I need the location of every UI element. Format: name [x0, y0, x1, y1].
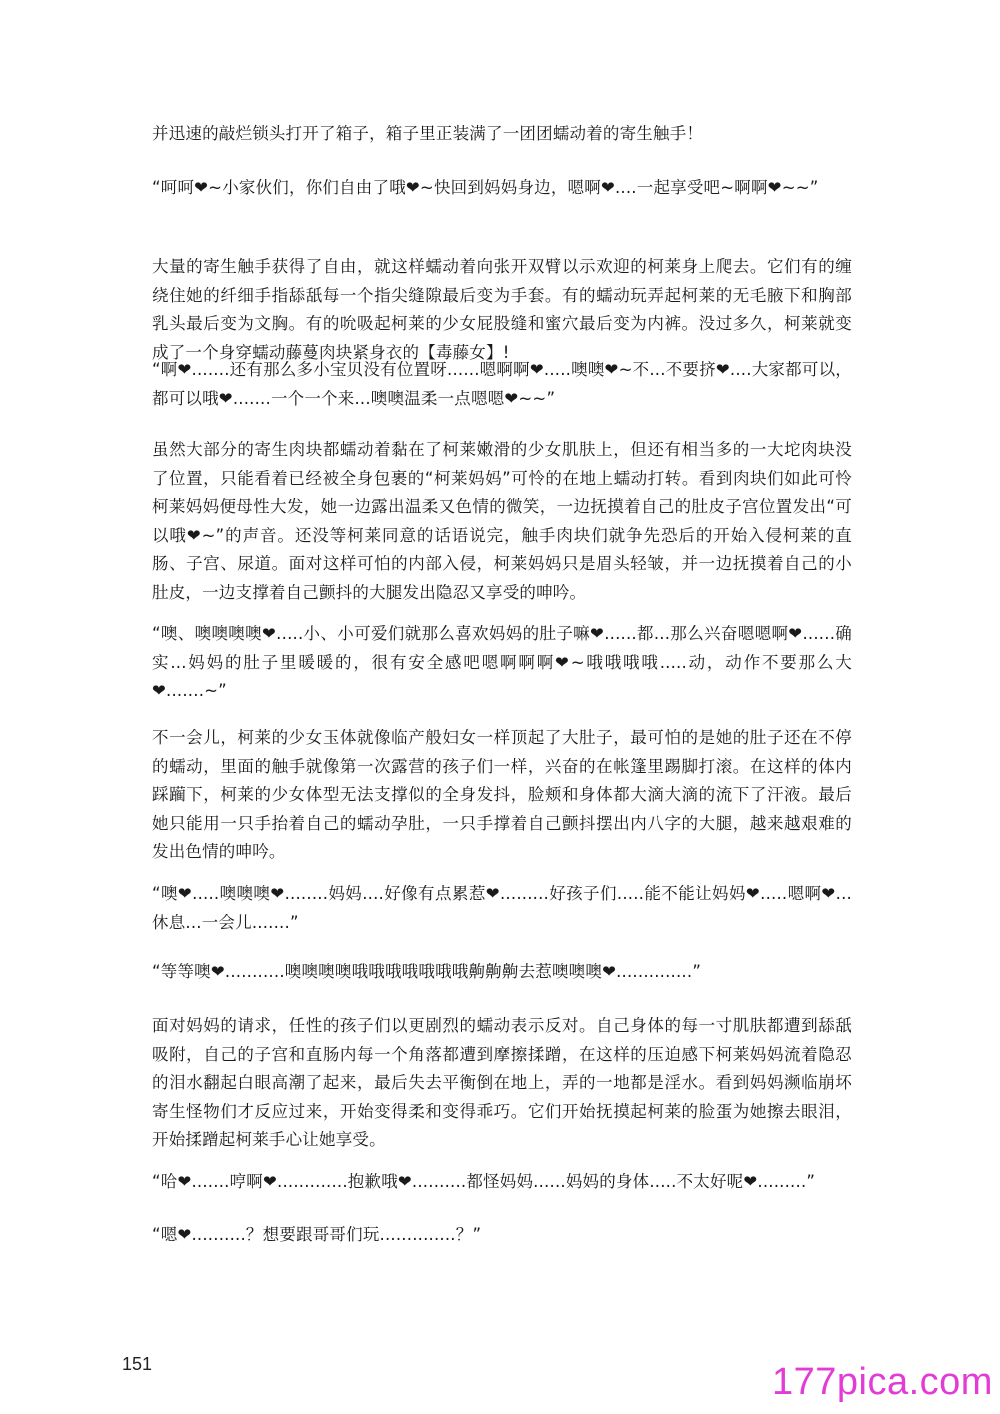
paragraph: “啊❤.......还有那么多小宝贝没有位置呀......嗯啊啊❤.....噢噢❤~不...不要挤❤....大家都可以，都可以哦❤.......一个一个来...噢噢温柔一点嗯嗯❤~~” — [152, 360, 852, 408]
paragraph: 面对妈妈的请求，任性的孩子们以更剧烈的蠕动表示反对。自己身体的每一寸肌肤都遭到舔舐吸附，自己的子宫和直肠内每一个角落都遭到摩擦揉蹭，在这样的压迫感下柯莱妈妈流着隐忍的泪水翻起白眼高潮了起来，最后失去平衡倒在地上，弄的一地都是淫水。看到妈妈濒临崩坏寄生怪物们才反应过来，开始变得柔和变得乖巧。它们开始抚摸起柯莱的脸蛋为她擦去眼泪，开始揉蹭起柯莱手心让她享受。 — [152, 1016, 852, 1149]
paragraph: “哈❤.......哼啊❤.............抱歉哦❤..........都怪妈妈......妈妈的身体.....不太好呢❤.........” — [152, 1172, 816, 1191]
paragraph: “等等噢❤...........噢噢噢噢哦哦哦哦哦哦哦齁齁齁去惹噢噢噢❤..............” — [152, 962, 702, 981]
paragraph: 虽然大部分的寄生肉块都蠕动着黏在了柯莱嫩滑的少女肌肤上，但还有相当多的一大坨肉块没了位置，只能看着已经被全身包裹的“柯莱妈妈”可怜的在地上蠕动打转。看到肉块们如此可怜柯莱妈妈便母性大发，她一边露出温柔又色情的微笑，一边抚摸着自己的肚皮子宫位置发出“可以哦❤~”的声音。还没等柯莱同意的话语说完，触手肉块们就争先恐后的开始入侵柯莱的直肠、子宫、尿道。面对这样可怕的内部入侵，柯莱妈妈只是眉头轻皱，并一边抚摸着自己的小肚皮，一边支撑着自己颤抖的大腿发出隐忍又享受的呻吟。 — [152, 440, 852, 602]
paragraph: “呵呵❤~小家伙们，你们自由了哦❤~快回到妈妈身边，嗯啊❤....一起享受吧~啊啊❤~~” — [152, 178, 819, 197]
paragraph: 大量的寄生触手获得了自由，就这样蠕动着向张开双臂以示欢迎的柯莱身上爬去。它们有的缠绕住她的纤细手指舔舐每一个指尖缝隙最后变为手套。有的蠕动玩弄起柯莱的无毛腋下和胸部乳头最后变为文胸。有的吮吸起柯莱的少女屁股缝和蜜穴最后变为内裤。没过多久，柯莱就变成了一个身穿蠕动藤蔓肉块紧身衣的【毒藤女】! — [152, 257, 852, 362]
paragraph: “嗯❤..........？想要跟哥哥们玩..............？” — [152, 1225, 482, 1244]
watermark: 177pica.com — [772, 1361, 993, 1403]
paragraph: 不一会儿，柯莱的少女玉体就像临产般妇女一样顶起了大肚子，最可怕的是她的肚子还在不停的蠕动，里面的触手就像第一次露营的孩子们一样，兴奋的在帐篷里踢脚打滚。在这样的体内踩躏下，柯莱的少女体型无法支撑似的全身发抖，脸颊和身体都大滴大滴的流下了汗液。最后她只能用一只手抬着自己的蠕动孕肚，一只手撑着自己颤抖摆出内八字的大腿，越来越艰难的发出色情的呻吟。 — [152, 728, 852, 861]
paragraph: “噢❤.....噢噢噢❤........妈妈....好像有点累惹❤.........好孩子们.....能不能让妈妈❤.....嗯啊❤...休息...一会儿.......” — [152, 884, 852, 932]
paragraph: “噢、噢噢噢噢❤.....小、小可爱们就那么喜欢妈妈的肚子嘛❤......都...那么兴奋嗯嗯啊❤......确实...妈妈的肚子里暖暖的，很有安全感吧嗯啊啊啊❤~哦哦哦哦.....动，动作不要那么大❤.......~” — [152, 624, 852, 700]
paragraph: 并迅速的敲烂锁头打开了箱子，箱子里正装满了一团团蠕动着的寄生触手！ — [152, 124, 704, 143]
page-number: 151 — [122, 1354, 153, 1374]
